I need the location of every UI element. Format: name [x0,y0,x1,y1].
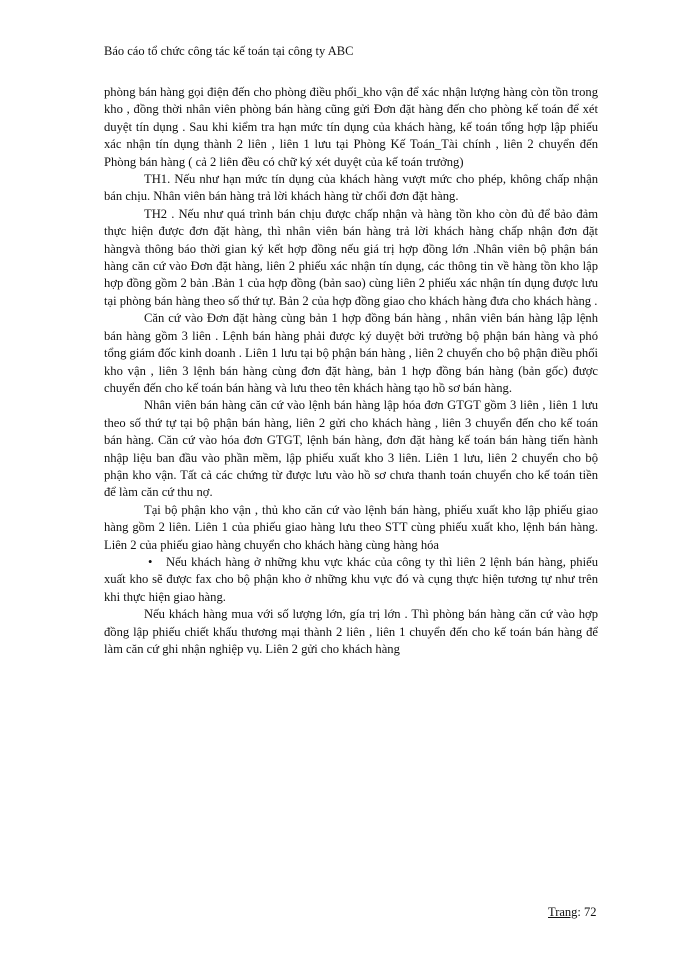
bullet-list-item [104,554,598,606]
paragraph-th1: TH1. Nếu như hạn mức tín dụng của khách hàng vượt mức cho phép, không chấp nhận bán chịu. Nhân viên bán hàng trả lời khách hàng từ chối đơn đặt hàng. [104,172,598,204]
page-value: : 72 [577,905,597,919]
paragraph-invoice: Nhân viên bán hàng căn cứ vào lệnh bán hàng lập hóa đơn GTGT gồm 3 liên , liên 1 lưu theo số thứ tự tại bộ phận bán hàng, liên 2 gửi cho khách hàng , liên 3 chuyển đến cho kế toán bán hàng. Căn cứ vào hóa đơn GTGT, lệnh bán hàng, đơn đặt hàng kế toán bán hàng tiến hành nhập liệu ban đầu vào phần mềm, lập phiếu xuất kho 3 liên. Liên 1 lưu, liên 2 chuyển cho bộ phận kho vận. Tất cả các chứng từ được lưu vào hồ sơ chưa thanh toán chuyển cho kế toán tiền để làm căn cứ thu nợ. [104,398,598,500]
page-header-title: Báo cáo tổ chức công tác kế toán tại công ty ABC [104,44,354,58]
paragraph-discount: Nếu khách hàng mua với số lượng lớn, gía trị lớn . Thì phòng bán hàng căn cứ vào hợp đồng lập phiếu chiết khấu thương mại thành 2 liên , liên 1 chuyển đến cho kế toán bán hàng để làm căn cứ ghi nhận nghiệp vụ. Liên 2 gửi cho khách hàng [104,607,598,656]
paragraph-th2: TH2 . Nếu như quá trình bán chịu được chấp nhận và hàng tồn kho còn đủ để bảo đảm thực hiện được đơn đặt hàng, thì nhân viên bán hàng trả lời khách hàng chấp nhận đơn đặt hàngvà thông báo thời gian ký kết hợp đồng nếu giá trị hợp đồng lớn .Nhân viên bộ phận bán hàng căn cứ vào Đơn đặt hàng, liên 2 phiếu xác nhận tín dụng, các thông tin về hàng tồn kho lập hợp đồng gồm 2 bản .Bản 1 của hợp đồng (bản sao) cùng liên 2 phiếu xác nhận tín dụng được lưu tại phòng bán hàng theo số thứ tự. Bản 2 của hợp đồng giao cho khách hàng đưa cho khách hàng . [104,206,598,308]
document-body [104,84,598,658]
page-number [548,905,597,920]
paragraph-sales-order: Căn cứ vào Đơn đặt hàng cùng bản 1 hợp đồng bán hàng , nhân viên bán hàng lập lệnh bán hàng gồm 3 liên . Lệnh bán hàng phải được ký duyệt bởi trưởng bộ phận bán hàng và phó tổng giám đốc kinh doanh . Liên 1 lưu tại bộ phận bán hàng , liên 2 chuyển cho bộ phận điều phối kho vận , liên 3 lệnh bán hàng cùng đơn đặt hàng, bản 1 hợp đồng bán hàng (bản gốc) được chuyển đến cho kế toán bán hàng và lưu theo tên khách hàng tạo hồ sơ bán hàng. [104,311,598,395]
paragraph-warehouse: Tại bộ phận kho vận , thủ kho căn cứ vào lệnh bán hàng, phiếu xuất kho lập phiếu giao hàng gồm 2 liên. Liên 1 của phiếu giao hàng lưu theo STT cùng phiếu xuất kho, lệnh bán hàng. Liên 2 của phiếu giao hàng chuyển cho khách hàng cùng hàng hóa [104,502,598,552]
bullet-icon: • [148,554,153,569]
bullet-text: Nếu khách hàng ở những khu vực khác của công ty thì liên 2 lệnh bán hàng, phiếu xuất kho sẽ được fax cho bộ phận kho ở những khu vực đó và cụng thực hiện tương tự như trên khi thực hiện giao hàng. [104,554,598,604]
page-label: Trang [548,905,578,919]
paragraph-continuation: phòng bán hàng gọi điện đến cho phòng điều phối_kho vận để xác nhận lượng hàng còn tồn trong kho , đồng thời nhân viên phòng bán hàng cũng gửi Đơn đặt hàng đến cho phòng kế toán để xét duyệt tín dụng . Sau khi kiểm tra hạn mức tín dụng của khách hàng, kế toán tổng hợp lập phiếu xác nhận tín dụng thành 2 liên , liên 1 lưu tại Phòng Kế Toán_Tài chính , liên 2 chuyển đến Phòng bán hàng ( cả 2 liên đều có chữ ký xét duyệt của kế toán trưởng) [104,85,598,169]
